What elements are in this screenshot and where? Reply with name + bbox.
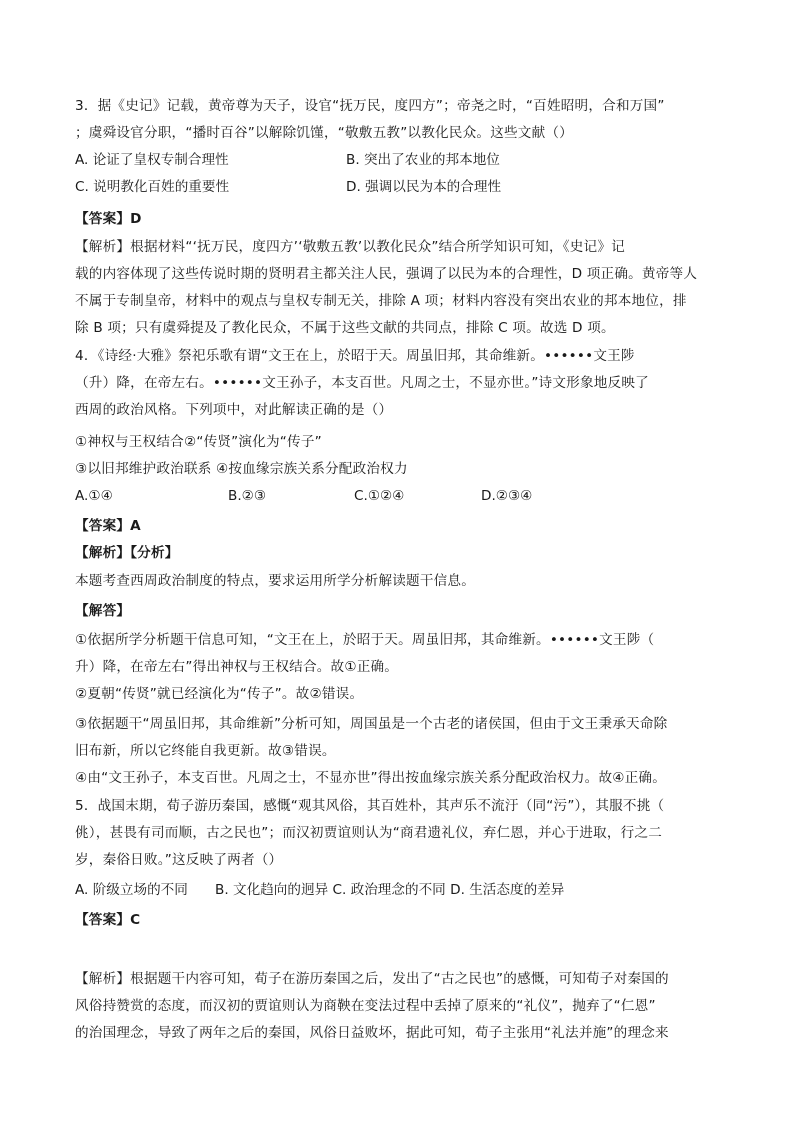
q3-stem-line-2: ；虞舜设官分职，“播时百谷”以解除饥馑，“敬敷五教”以教化民众。这些文献（） bbox=[75, 125, 573, 141]
q4-items-line-2: ③以旧邦维护政治联系 ④按血缘宗族关系分配政治权力 bbox=[75, 461, 408, 477]
q4-analysis-head: 【解析】【分析】 bbox=[75, 545, 179, 561]
q4-solution-head: 【解答】 bbox=[75, 603, 131, 619]
q5-stem-line-1: 5．战国末期，荀子游历秦国，感慨“观其风俗，其百姓朴，其声乐不流汙（同“污”），其服不挑（ bbox=[75, 798, 665, 814]
q4-solution-line-5: 旧布新，所以它终能自我更新。故③错误。 bbox=[75, 743, 336, 759]
q5-stem-line-2: 佻），甚畏有司而顺，古之民也”；而汉初贾谊则认为“商君遗礼仪，弃仁恩，并心于进取，行之二 bbox=[75, 825, 663, 841]
q4-stem-line-2: （升）降，在帝左右。••••••文王孙子，本支百世。凡周之士，不显亦世。”诗文形象地反映了 bbox=[75, 375, 649, 391]
q5-analysis-line-2: 风俗持赞赏的态度，而汉初的贾谊则认为商鞅在变法过程中丢掉了原来的“礼仪”，抛弃了“仁恩” bbox=[75, 998, 656, 1014]
q4-analysis-intro: 本题考查西周政治制度的特点，要求运用所学分析解读题干信息。 bbox=[75, 573, 476, 589]
q4-items-line-1: ①神权与王权结合②“传贤”演化为“传子” bbox=[75, 434, 322, 450]
q4-solution-line-6: ④由“文王孙子，本支百世。凡周之士，不显亦世”得出按血缘宗族关系分配政治权力。故④正确。 bbox=[75, 770, 667, 786]
q4-solution-line-3: ②夏朝“传贤”就已经演化为“传子”。故②错误。 bbox=[75, 686, 364, 702]
q4-option-c: C.①②④ bbox=[354, 488, 405, 504]
q3-option-c: C. 说明教化百姓的重要性 bbox=[75, 179, 230, 195]
q4-answer: 【答案】A bbox=[75, 518, 141, 534]
q4-stem-line-3: 西周的政治风格。下列项中，对此解读正确的是（） bbox=[75, 402, 393, 418]
q4-solution-line-4: ③依据题干“周虽旧邦，其命维新”分析可知，周国虽是一个古老的诸侯国，但由于文王秉承天命除 bbox=[75, 716, 668, 732]
q3-stem-line-1: 3．据《史记》记载，黄帝尊为天子，设官“抚万民，度四方”；帝尧之时，“百姓昭明，合和万国” bbox=[75, 98, 665, 114]
q5-options: A. 阶级立场的不同 B. 文化趋向的迥异 C. 政治理念的不同 D. 生活态度的差异 bbox=[75, 882, 565, 898]
q5-analysis-line-3: 的治国理念，导致了两年之后的秦国，风俗日益败坏，据此可知，荀子主张用“礼法并施”的理念来 bbox=[75, 1025, 669, 1041]
q3-analysis-line-3: 不属于专制皇帝，材料中的观点与皇权专制无关，排除 A 项；材料内容没有突出农业的邦本地位，排 bbox=[75, 293, 687, 309]
q3-option-a: A. 论证了皇权专制合理性 bbox=[75, 152, 229, 168]
q3-analysis-line-1: 【解析】根据材料“‘抚万民，度四方’‘敬敷五教’以教化民众”结合所学知识可知，《史记》记 bbox=[75, 239, 625, 255]
q5-stem-line-3: 岁，秦俗日败。”这反映了两者（） bbox=[75, 852, 283, 868]
q5-analysis-line-1: 【解析】根据题干内容可知，荀子在游历秦国之后，发出了“古之民也”的感慨，可知荀子对秦国的 bbox=[75, 971, 669, 987]
q5-answer: 【答案】C bbox=[75, 912, 141, 928]
q4-option-d: D.②③④ bbox=[481, 488, 533, 504]
q4-solution-line-1: ①依据所学分析题干信息可知，“文王在上，於昭于天。周虽旧邦，其命维新。••••••文王陟（ bbox=[75, 632, 655, 648]
q3-option-b: B. 突出了农业的邦本地位 bbox=[346, 152, 500, 168]
q4-option-b: B.②③ bbox=[228, 488, 267, 504]
q4-solution-line-2: 升）降，在帝左右”得出神权与王权结合。故①正确。 bbox=[75, 659, 399, 675]
q4-option-a: A.①④ bbox=[75, 488, 113, 504]
q4-stem-line-1: 4．《诗经·大雅》祭祀乐歌有谓“文王在上，於昭于天。周虽旧邦，其命维新。••••••文王陟 bbox=[75, 348, 635, 364]
q3-analysis-line-2: 载的内容体现了这些传说时期的贤明君主都关注人民，强调了以民为本的合理性，D 项正确。黄帝等人 bbox=[75, 266, 698, 282]
q3-option-d: D. 强调以民为本的合理性 bbox=[346, 179, 502, 195]
q3-analysis-line-4: 除 B 项；只有虞舜提及了教化民众，不属于这些文献的共同点，排除 C 项。故选 D 项。 bbox=[75, 320, 615, 336]
q3-answer: 【答案】D bbox=[75, 211, 142, 227]
